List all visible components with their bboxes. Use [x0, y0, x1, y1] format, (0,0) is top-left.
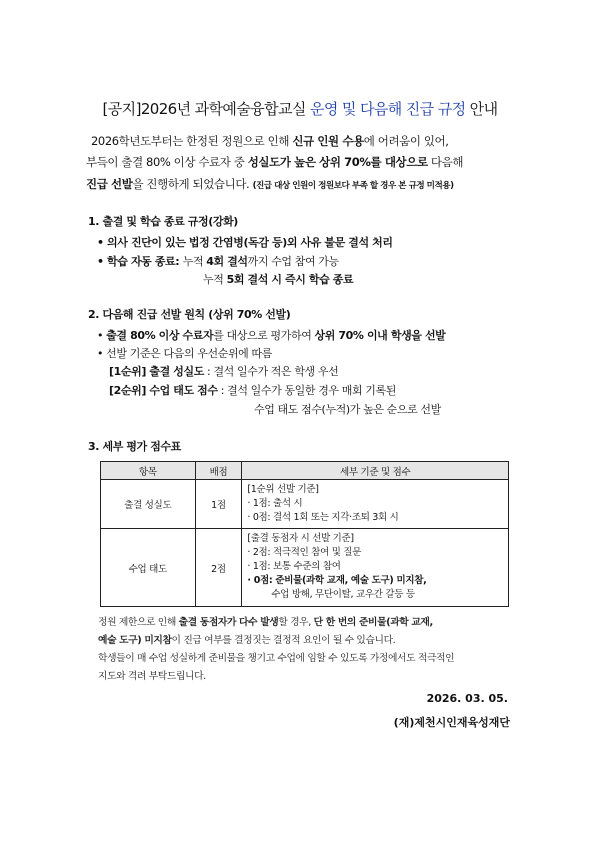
- section1-bullet-auto-end: • 학습 자동 종료: 누적 4회 결석까지 수업 참여 가능: [97, 255, 339, 268]
- score-table: [100, 461, 509, 607]
- row-criteria: [출결 동점자 시 선발 기준] · 2점: 적극적인 참여 및 질문 · 1점: 보통 수준의 참여 · 0점: 준비물(과학 교재, 예술 도구) 미지참, 수업 방해, 무단이탈, 교우간 갈등 등: [242, 529, 509, 607]
- section2-heading: 2. 다음해 진급 선발 원칙 (상위 70% 선발): [88, 308, 291, 321]
- intro-line-3: 진급 선발을 진행하게 되었습니다. (진급 대상 인원이 정원보다 부족 할 경우 본 규정 미적용): [86, 177, 454, 191]
- intro-line-2: 부득이 출결 80% 이상 수료자 중 성실도가 높은 상위 70%를 대상으로 다음해: [86, 155, 464, 169]
- section1-auto-end-line-2: 누적 5회 결석 시 즉시 학습 종료: [203, 273, 354, 286]
- row-item: 출결 성실도: [101, 480, 196, 529]
- row-item: 수업 태도: [101, 529, 196, 607]
- note-line-4: 지도와 격려 부탁드립니다.: [98, 671, 206, 682]
- row-points: 2점: [195, 529, 242, 607]
- note-line-1: 정원 제한으로 인해 출결 동점자가 다수 발생할 경우, 단 한 번의 준비물(과학 교재,: [98, 617, 433, 628]
- header-points: 배점: [195, 462, 242, 480]
- note-line-3: 학생들이 매 수업 성실하게 준비물을 챙기고 수업에 임할 수 있도록 가정에서도 적극적인: [98, 653, 455, 664]
- header-criteria: 세부 기준 및 점수: [242, 462, 509, 480]
- section2-priority-2: [2순위] 수업 태도 점수 : 결석 일수가 동일한 경우 매회 기록된: [109, 384, 396, 397]
- header-item: 항목: [101, 462, 196, 480]
- table-header-row: [101, 462, 509, 480]
- section1-heading: 1. 출결 및 학습 종료 규정(강화): [88, 215, 238, 228]
- section1-bullet-absence: • 의사 진단이 있는 법정 간염병(독감 등)외 사유 불문 결석 처리: [97, 236, 393, 249]
- section3-heading: 3. 세부 평가 점수표: [88, 440, 181, 453]
- notice-title: [0, 98, 600, 119]
- section2-priority-1: [1순위] 출결 성실도 : 결석 일수가 적은 학생 우선: [109, 365, 339, 378]
- note-line-2: 예술 도구) 미지참이 진급 여부를 결정짓는 결정적 요인이 될 수 있습니다.: [98, 635, 396, 646]
- row-criteria: [1순위 선발 기준] · 1점: 출석 시 · 0점: 결석 1회 또는 지각·조퇴 3회 시: [242, 480, 509, 529]
- section2-priority-2-line-2: 수업 태도 점수(누적)가 높은 순으로 선발: [254, 403, 441, 416]
- title-prefix: [공지]2026년 과학예술융합교실: [102, 100, 310, 118]
- title-suffix: 안내: [465, 100, 498, 118]
- table-row: [101, 480, 509, 529]
- notice-date: 2026. 03. 05.: [426, 692, 508, 705]
- intro-line-1: 2026학년도부터는 한정된 정원으로 인해 신규 인원 수용에 어려움이 있어,: [91, 134, 449, 148]
- title-highlight: 운영 및 다음해 진급 규정: [309, 100, 466, 118]
- section2-bullet-priority: • 선발 기준은 다음의 우선순위에 따름: [97, 347, 272, 360]
- row-points: 1점: [195, 480, 242, 529]
- issuing-organization: (재)제천시인재육성재단: [393, 716, 510, 729]
- section2-bullet-target: • 출결 80% 이상 수료자를 대상으로 평가하여 상위 70% 이내 학생을 선발: [97, 329, 446, 342]
- table-row: [101, 529, 509, 607]
